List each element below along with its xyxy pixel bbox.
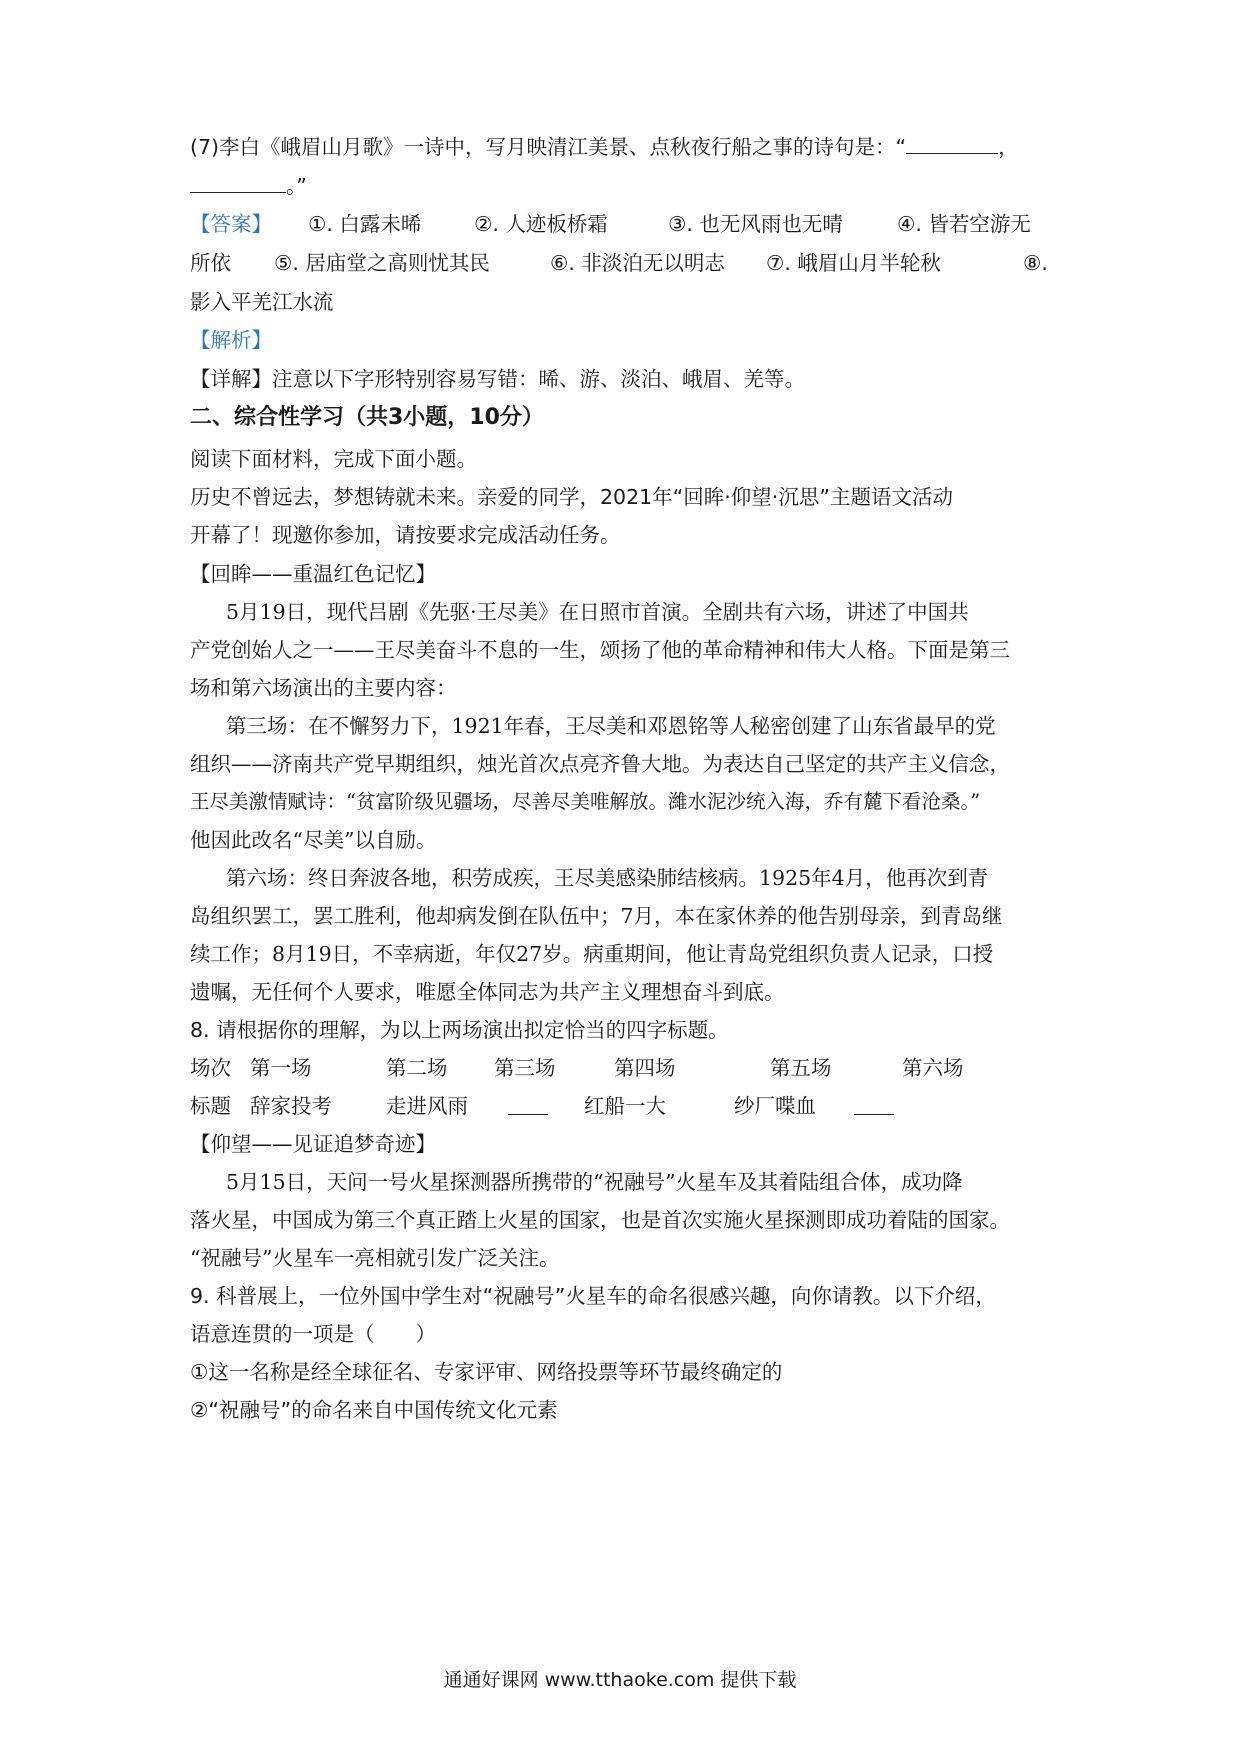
q8-title: 走进风雨 [386,1094,468,1118]
answer-item-3: ③. 也无风雨也无晴 [668,212,843,236]
q8-scene: 第六场 [902,1056,964,1080]
q8-row1-label: 场次 [190,1056,231,1080]
q8-scene: 第二场 [386,1056,448,1080]
q7-blank-1[interactable] [906,133,998,154]
review-p1-line: 产党创始人之一——王尽美奋斗不息的一生，颂扬了他的革命精神和伟大人格。下面是第三 [190,638,1010,662]
answer-item-8: ⑧. [1023,251,1048,275]
review-p3-line: 岛组织罢工，罢工胜利，他却病发倒在队伍中；7月，本在家休养的他告别母亲，到青岛继 [190,904,1003,928]
q8-title-blank-3[interactable] [508,1092,548,1115]
q8-title: 辞家投考 [250,1094,332,1118]
q9-option-2: ②“祝融号”的命名来自中国传统文化元素 [190,1398,558,1422]
q8-title: 纱厂喋血 [734,1094,816,1118]
answer-item-4-cont: 所依 [190,251,231,275]
answer-item-2: ②. 人迹板桥霜 [474,212,608,236]
document-page [190,0,1060,1754]
detail-line: 【详解】注意以下字形特别容易写错：晞、游、淡泊、峨眉、羌等。 [190,367,805,391]
review-p2-line: 组织——济南共产党早期组织，烛光首次点亮齐鲁大地。为表达自己坚定的共产主义信念， [190,752,1010,776]
q8-scene: 第一场 [250,1056,312,1080]
review-p2-line: 第三场：在不懈努力下，1921年春，王尽美和邓恩铭等人秘密创建了山东省最早的党 [226,714,996,738]
footer-credit: 通通好课网 www.tthaoke.com 提供下载 [443,1669,797,1691]
review-p3-line: 第六场：终日奔波各地，积劳成疾，王尽美感染肺结核病。1925年4月，他再次到青 [226,866,989,890]
answer-item-6: ⑥. 非淡泊无以明志 [550,251,725,275]
q8-title: 红船一大 [584,1094,666,1118]
q8-title-blank-6[interactable] [854,1092,894,1115]
review-p3-line: 遗嘱，无任何个人要求，唯愿全体同志为共产主义理想奋斗到底。 [190,980,785,1004]
q8-scene: 第五场 [770,1056,832,1080]
answer-tag: 【答案】 [190,212,272,236]
lookup-p-line: “祝融号”火星车一亮相就引发广泛关注。 [190,1246,560,1270]
lookup-heading: 【仰望——见证追梦奇迹】 [190,1132,436,1156]
q7-sep: ， [998,135,1019,159]
answer-item-7: ⑦. 峨眉山月半轮秋 [766,251,941,275]
q7-line2 [190,172,307,200]
answer-item-5: ⑤. 居庙堂之高则忧其民 [274,251,490,275]
section-2-title: 二、综合性学习（共3小题，10分） [190,405,544,430]
q9-line-2: 语意连贯的一项是（ ） [190,1322,436,1346]
review-p2-line: 他因此改名“尽美”以自励。 [190,828,437,852]
answer-item-4: ④. 皆若空游无 [897,212,1031,236]
review-p2-line: 王尽美激情赋诗：“贫富阶级见疆场，尽善尽美唯解放。濰水泥沙统入海，乔有麓下看沧桑。” [190,790,981,813]
q7-blank-2[interactable] [190,172,286,193]
answer-item-8-cont: 影入平羌江水流 [190,290,334,314]
q8-row2-label: 标题 [190,1094,231,1118]
analysis-tag: 【解析】 [190,328,272,352]
intro-line-2: 历史不曾远去，梦想铸就未来。亲爱的同学，2021年“回眸·仰望·沉思”主题语文活动 [190,485,953,509]
intro-line-3: 开幕了！现邀你参加，请按要求完成活动任务。 [190,523,621,547]
q7-end: 。” [286,174,307,198]
review-p1-line: 场和第六场演出的主要内容： [190,676,457,700]
q9-option-1: ①这一名称是经全球征名、专家评审、网络投票等环节最终确定的 [190,1360,783,1384]
answer-item-1: ①. 白露未晞 [308,212,422,236]
q8-scene: 第四场 [614,1056,676,1080]
lookup-p-line: 5月15日，天问一号火星探测器所携带的“祝融号”火星车及其着陆组合体，成功降 [226,1170,963,1194]
q7-line1 [190,133,1019,161]
review-p3-line: 续工作；8月19日，不幸病逝，年仅27岁。病重期间，他让青岛党组织负责人记录，口授 [190,942,994,966]
review-heading: 【回眸——重温红色记忆】 [190,562,436,586]
q9-line-1: 9. 科普展上，一位外国中学生对“祝融号”火星车的命名很感兴趣，向你请教。以下介绍， [190,1284,996,1308]
intro-line-1: 阅读下面材料，完成下面小题。 [190,447,477,471]
q8-prompt: 8. 请根据你的理解，为以上两场演出拟定恰当的四字标题。 [190,1018,729,1042]
review-p1-line: 5月19日，现代吕剧《先驱·王尽美》在日照市首演。全剧共有六场，讲述了中国共 [226,600,969,624]
q8-scene: 第三场 [494,1056,556,1080]
lookup-p-line: 落火星，中国成为第三个真正踏上火星的国家，也是首次实施火星探测即成功着陆的国家。 [190,1208,1010,1232]
q7-text: (7)李白《峨眉山月歌》一诗中，写月映清江美景、点秋夜行船之事的诗句是：“ [190,135,907,159]
